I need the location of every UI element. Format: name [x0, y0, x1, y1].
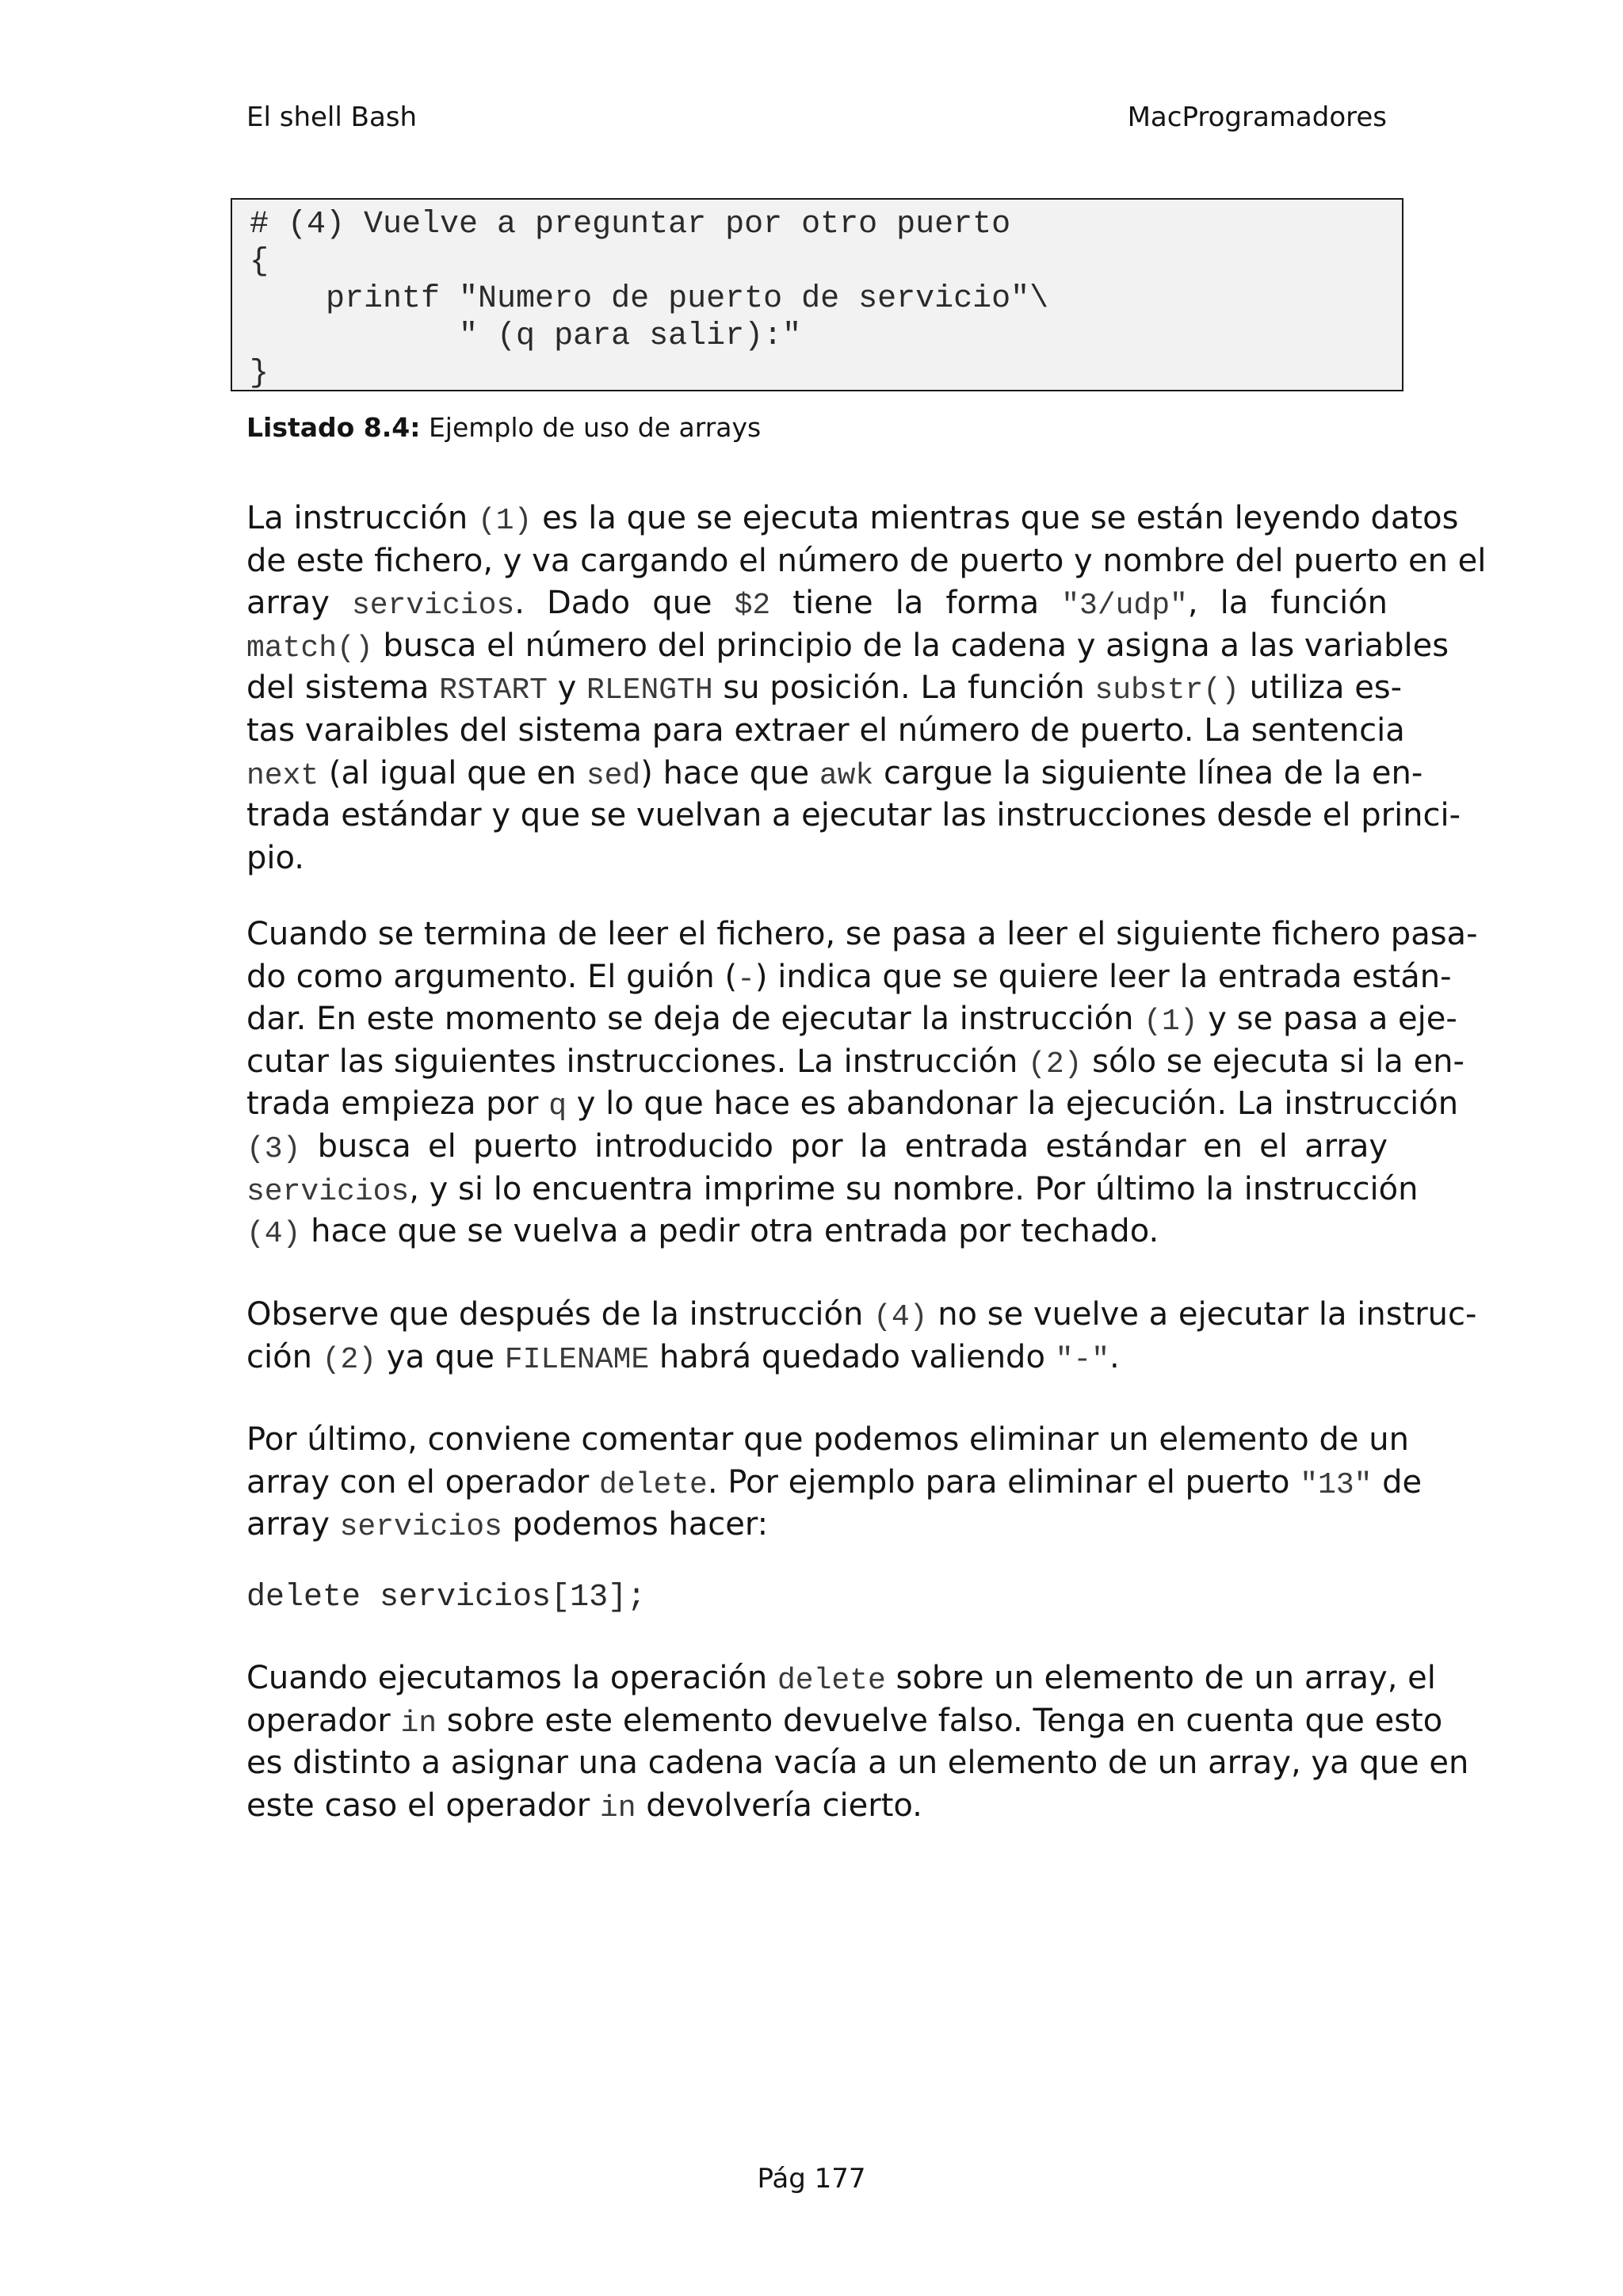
text-segment: del sistema — [246, 669, 440, 707]
text-line — [246, 1742, 1469, 1785]
text-segment: ) hace que — [640, 754, 819, 791]
text-segment: es la que se ejecuta mientras que se están leyendo datos — [532, 500, 1459, 536]
inline-code: in — [400, 1706, 437, 1741]
text-line — [246, 1419, 1409, 1462]
text-segment: cargue la siguiente línea de la en- — [873, 754, 1423, 791]
inline-code: servicios — [351, 589, 515, 624]
text-segment: array — [246, 1506, 340, 1543]
text-segment: de este fichero, y va cargando el número de puerto y nombre del puerto en el — [246, 542, 1487, 579]
header-publisher: MacProgramadores — [1127, 101, 1387, 133]
code-line: } — [250, 356, 269, 391]
text-segment: habrá quedado valiendo — [649, 1338, 1056, 1375]
inline-code: $2 — [734, 589, 771, 624]
body-paragraph — [246, 498, 1487, 879]
code-line: { — [250, 244, 269, 280]
text-line — [246, 913, 1478, 956]
text-segment: ya que — [376, 1338, 505, 1375]
text-segment: La instrucción — [246, 500, 478, 536]
body-paragraph — [246, 1657, 1469, 1827]
text-line — [246, 753, 1423, 795]
code-line: printf "Numero de puerto de servicio"\ — [250, 281, 1049, 317]
text-segment: su posición. La función — [712, 669, 1095, 707]
inline-code: next — [246, 758, 319, 793]
text-segment: busca el puerto introducido por la entrada estándar en el array — [300, 1127, 1388, 1165]
text-segment: no se vuelve a ejecutar la instruc- — [927, 1296, 1477, 1333]
text-segment: cutar las siguientes instrucciones. La instrucción — [246, 1043, 1029, 1080]
inline-code: in — [599, 1791, 636, 1825]
text-line — [246, 540, 1487, 583]
text-segment: , y si lo encuentra imprime su nombre. Por último la instrucción — [409, 1170, 1419, 1207]
text-segment: do como argumento. El guión ( — [246, 958, 738, 995]
text-line — [246, 582, 1388, 625]
inline-code: delete — [599, 1467, 708, 1502]
text-line — [246, 498, 1459, 540]
inline-code: delete — [777, 1664, 886, 1698]
text-segment: (al igual que en — [319, 754, 586, 791]
text-segment: sólo se ejecuta si la en- — [1082, 1043, 1465, 1080]
text-segment: trada empieza por — [246, 1085, 549, 1123]
page-number: Pág 177 — [757, 2163, 866, 2195]
inline-code: (4) — [246, 1217, 301, 1252]
header-title: El shell Bash — [246, 101, 418, 133]
text-line — [246, 710, 1405, 753]
inline-code: (4) — [873, 1300, 928, 1334]
text-segment: es distinto a asignar una cadena vacía a un elemento de un array, ya que en — [246, 1745, 1469, 1782]
text-line — [246, 1294, 1477, 1337]
text-segment: este caso el operador — [246, 1787, 600, 1824]
inline-code: (3) — [246, 1131, 301, 1166]
text-line — [246, 795, 1461, 837]
text-segment: y lo que hace es abandonar la ejecución. La instrucción — [567, 1085, 1459, 1123]
inline-code: RLENGTH — [586, 673, 713, 708]
text-line — [246, 1462, 1423, 1505]
text-segment: Cuando se termina de leer el fichero, se pasa a leer el siguiente fichero pasa- — [246, 916, 1478, 952]
text-segment: devolvería cierto. — [636, 1787, 922, 1824]
text-line — [246, 667, 1403, 710]
text-line — [246, 1657, 1436, 1700]
body-paragraph — [246, 913, 1478, 1253]
code-listing — [231, 198, 1403, 391]
inline-code: (1) — [1144, 1005, 1198, 1039]
text-segment: tas varaibles del sistema para extraer el número de puerto. La sentencia — [246, 711, 1405, 749]
text-line — [246, 998, 1457, 1041]
text-segment: sobre este elemento devuelve falso. Tenga en cuenta que esto — [437, 1702, 1443, 1739]
caption-text: Ejemplo de uso de arrays — [420, 412, 762, 443]
text-segment: . — [1109, 1338, 1120, 1375]
text-segment: . Dado que — [514, 585, 735, 622]
inline-code: substr() — [1094, 673, 1239, 708]
text-segment: array con el operador — [246, 1463, 600, 1501]
text-segment: ción — [246, 1338, 323, 1375]
inline-code: FILENAME — [504, 1342, 650, 1377]
text-line — [246, 1083, 1459, 1126]
text-segment: dar. En este momento se deja de ejecutar la instrucción — [246, 1001, 1144, 1038]
text-segment: Por último, conviene comentar que podemos eliminar un elemento de un — [246, 1421, 1409, 1458]
text-line — [246, 956, 1452, 999]
text-segment: pio. — [246, 839, 304, 876]
caption-label: Listado 8.4: — [246, 412, 421, 443]
inline-code: "3/udp" — [1061, 589, 1188, 624]
text-segment: y — [547, 669, 587, 707]
text-segment: Cuando ejecutamos la operación — [246, 1660, 777, 1696]
inline-code: sed — [586, 758, 641, 793]
listing-caption — [246, 409, 761, 447]
text-segment: busca el número del principio de la cadena y asigna a las variables — [372, 627, 1449, 664]
inline-code: (2) — [1028, 1047, 1083, 1081]
text-segment: Observe que después de la instrucción — [246, 1296, 874, 1333]
body-paragraph — [246, 1419, 1423, 1547]
body-paragraph — [246, 1294, 1477, 1379]
text-segment: operador — [246, 1702, 401, 1739]
text-line — [246, 1126, 1388, 1169]
inline-code: q — [548, 1089, 567, 1124]
text-segment: tiene la forma — [770, 585, 1062, 622]
text-segment: de — [1372, 1463, 1423, 1501]
inline-code: awk — [819, 758, 874, 793]
text-line — [246, 1504, 1388, 1547]
text-segment: trada estándar y que se vuelvan a ejecutar las instrucciones desde el princi- — [246, 797, 1461, 834]
inline-code: - — [737, 962, 755, 997]
text-line — [246, 1337, 1388, 1379]
text-segment: , la función — [1187, 585, 1388, 622]
text-line — [246, 1169, 1419, 1211]
text-segment: array — [246, 585, 352, 622]
inline-code: "13" — [1300, 1467, 1373, 1502]
inline-code: "-" — [1055, 1342, 1110, 1377]
text-segment: ) indica que se quiere leer la entrada están- — [754, 958, 1452, 995]
text-segment: sobre un elemento de un array, el — [885, 1660, 1436, 1696]
text-segment: utiliza es- — [1239, 669, 1403, 707]
text-segment: y se pasa a eje- — [1197, 1001, 1457, 1038]
text-segment: hace que se vuelva a pedir otra entrada por techado. — [300, 1213, 1159, 1250]
code-example: delete servicios[13]; — [246, 1580, 647, 1615]
text-segment: . Por ejemplo para eliminar el puerto — [707, 1463, 1300, 1501]
inline-code: RSTART — [439, 673, 548, 708]
text-segment: podemos hacer: — [502, 1506, 769, 1543]
inline-code: match() — [246, 631, 373, 666]
text-line — [246, 1041, 1465, 1084]
code-line: " (q para salir):" — [250, 318, 802, 354]
inline-code: servicios — [339, 1510, 502, 1545]
text-line — [246, 1785, 1388, 1828]
text-line — [246, 1211, 1388, 1253]
inline-code: (1) — [477, 504, 533, 538]
text-line — [246, 625, 1449, 668]
text-line — [246, 837, 1388, 880]
inline-code: (2) — [322, 1342, 377, 1377]
text-line — [246, 1700, 1443, 1743]
code-line: # (4) Vuelve a preguntar por otro puerto — [250, 207, 1011, 242]
inline-code: servicios — [246, 1174, 410, 1209]
